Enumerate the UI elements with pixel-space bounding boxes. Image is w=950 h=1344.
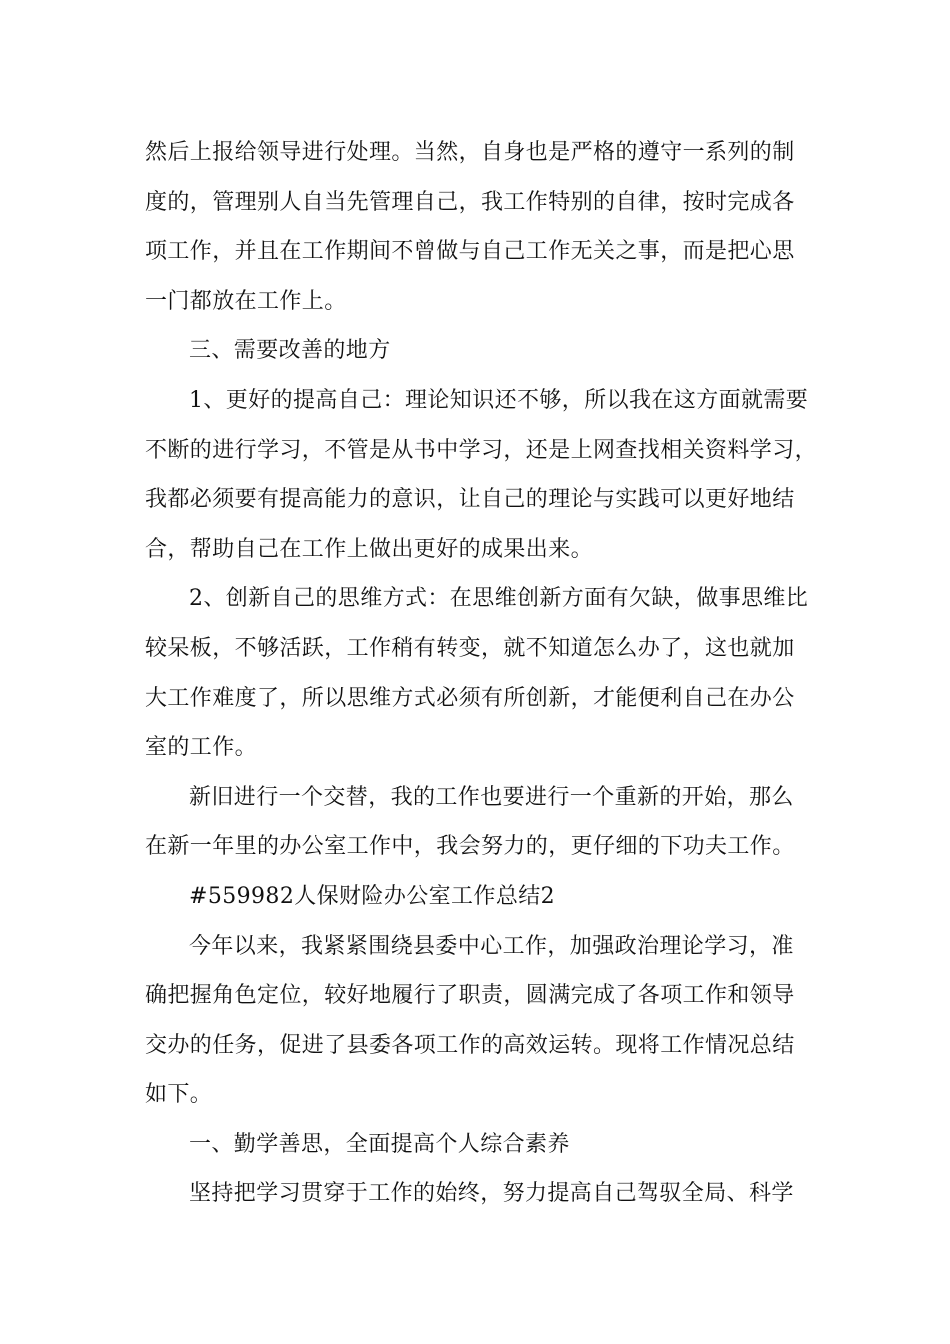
text-line: 2、创新自己的思维方式：在思维创新方面有欠缺，做事思维比 bbox=[189, 586, 809, 612]
text-line: 我都必须要有提高能力的意识，让自己的理论与实践可以更好地结 bbox=[145, 487, 795, 513]
text-line: 新旧进行一个交替，我的工作也要进行一个重新的开始，那么 bbox=[189, 784, 794, 810]
text-line: 交办的任务，促进了县委各项工作的高效运转。现将工作情况总结 bbox=[145, 1032, 795, 1058]
text-line: 如下。 bbox=[145, 1082, 213, 1108]
section-heading: 三、需要改善的地方 bbox=[189, 338, 391, 364]
text-line: 度的，管理别人自当先管理自己，我工作特别的自律，按时完成各 bbox=[145, 189, 795, 215]
text-line: 在新一年里的办公室工作中，我会努力的，更仔细的下功夫工作。 bbox=[145, 834, 795, 860]
text-line: 一门都放在工作上。 bbox=[145, 288, 347, 314]
text-line: 今年以来，我紧紧围绕县委中心工作，加强政治理论学习，准 bbox=[189, 933, 794, 959]
text-line: 坚持把学习贯穿于工作的始终，努力提高自己驾驭全局、科学 bbox=[189, 1181, 794, 1207]
document-body bbox=[145, 128, 818, 1219]
text-line: 项工作，并且在工作期间不曾做与自己工作无关之事，而是把心思 bbox=[145, 239, 795, 265]
text-line: 大工作难度了，所以思维方式必须有所创新，才能便利自己在办公 bbox=[145, 685, 795, 711]
text-line: 不断的进行学习，不管是从书中学习，还是上网查找相关资料学习， bbox=[145, 437, 818, 463]
text-line: 合，帮助自己在工作上做出更好的成果出来。 bbox=[145, 536, 594, 562]
text-line: 然后上报给领导进行处理。当然，自身也是严格的遵守一系列的制 bbox=[145, 140, 795, 165]
text-line: 较呆板，不够活跃，工作稍有转变，就不知道怎么办了，这也就加 bbox=[145, 635, 795, 661]
text-line: 1、更好的提高自己：理论知识还不够，所以我在这方面就需要 bbox=[189, 387, 809, 413]
text-line: 确把握角色定位，较好地履行了职责，圆满完成了各项工作和领导 bbox=[145, 983, 795, 1009]
document-title: #559982人保财险办公室工作总结2 bbox=[189, 883, 556, 909]
text-line: 室的工作。 bbox=[145, 735, 258, 761]
section-heading: 一、勤学善思，全面提高个人综合素养 bbox=[189, 1131, 570, 1157]
